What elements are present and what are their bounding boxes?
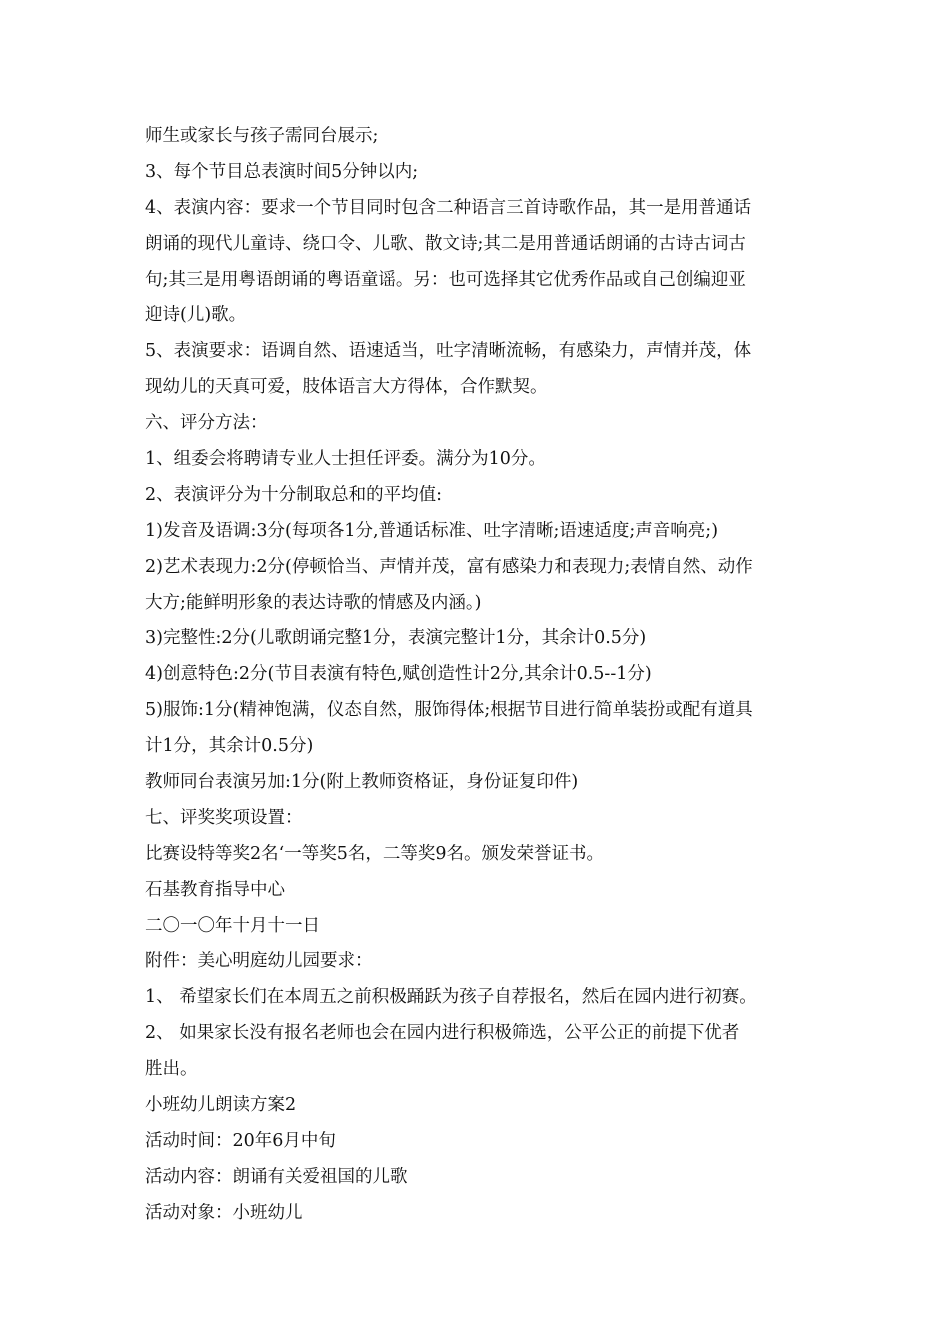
text-line: 1、组委会将聘请专业人士担任评委。满分为10分。 bbox=[145, 449, 546, 470]
text-line: 计1分，其余计0.5分) bbox=[145, 736, 314, 757]
section-heading: 六、评分方法： bbox=[145, 413, 268, 434]
text-line: 胜出。 bbox=[145, 1059, 198, 1080]
text-line: 3、每个节目总表演时间5分钟以内; bbox=[145, 161, 419, 182]
text-line: 现幼儿的天真可爱，肢体语言大方得体，合作默契。 bbox=[145, 377, 548, 398]
text-line: 朗诵的现代儿童诗、绕口令、儿歌、散文诗;其二是用普通话朗诵的古诗古词古 bbox=[145, 233, 746, 254]
attachment-heading: 附件：美心明庭幼儿园要求： bbox=[145, 951, 373, 972]
text-line: 活动内容：朗诵有关爱祖国的儿歌 bbox=[145, 1166, 408, 1187]
text-line: 2)艺术表现力:2分(停顿恰当、声情并茂，富有感染力和表现力;表情自然、动作 bbox=[145, 556, 753, 577]
text-line: 2、表演评分为十分制取总和的平均值: bbox=[145, 484, 443, 505]
text-line: 2、 如果家长没有报名老师也会在园内进行积极筛选，公平公正的前提下优者 bbox=[145, 1023, 740, 1044]
text-line: 1、 希望家长们在本周五之前积极踊跃为孩子自荐报名，然后在园内进行初赛。 bbox=[145, 987, 757, 1008]
organization-name: 石基教育指导中心 bbox=[145, 879, 285, 900]
text-line: 比赛设特等奖2名‘一等奖5名，二等奖9名。颁发荣誉证书。 bbox=[145, 843, 604, 864]
plan-title: 小班幼儿朗读方案2 bbox=[145, 1095, 297, 1116]
text-line: 活动对象：小班幼儿 bbox=[145, 1202, 303, 1223]
text-line: 5)服饰:1分(精神饱满，仪态自然，服饰得体;根据节目进行简单装扮或配有道具 bbox=[145, 700, 753, 721]
text-line: 迎诗(儿)歌。 bbox=[145, 305, 247, 326]
text-line: 4、表演内容：要求一个节目同时包含二种语言三首诗歌作品，其一是用普通话 bbox=[145, 197, 752, 218]
text-line: 大方;能鲜明形象的表达诗歌的情感及内涵。) bbox=[145, 592, 482, 613]
text-line: 3)完整性:2分(儿歌朗诵完整1分，表演完整计1分，其余计0.5分) bbox=[145, 628, 647, 649]
document-date: 二〇一〇年十月十一日 bbox=[145, 915, 320, 936]
text-line: 句;其三是用粤语朗诵的粤语童谣。另：也可选择其它优秀作品或自己创编迎亚 bbox=[145, 269, 746, 290]
text-line: 1)发音及语调:3分(每项各1分,普通话标准、吐字清晰;语速适度;声音响亮;) bbox=[145, 520, 719, 541]
text-line: 4)创意特色:2分(节目表演有特色,赋创造性计2分,其余计0.5--1分) bbox=[145, 664, 652, 685]
document-body bbox=[145, 119, 810, 1232]
text-line: 教师同台表演另加:1分(附上教师资格证，身份证复印件) bbox=[145, 772, 579, 793]
section-heading: 七、评奖奖项设置： bbox=[145, 807, 303, 828]
text-line: 师生或家长与孩子需同台展示; bbox=[145, 126, 379, 146]
text-line: 5、表演要求：语调自然、语速适当，吐字清晰流畅，有感染力，声情并茂，体 bbox=[145, 341, 752, 362]
text-line: 活动时间：20年6月中旬 bbox=[145, 1130, 336, 1151]
